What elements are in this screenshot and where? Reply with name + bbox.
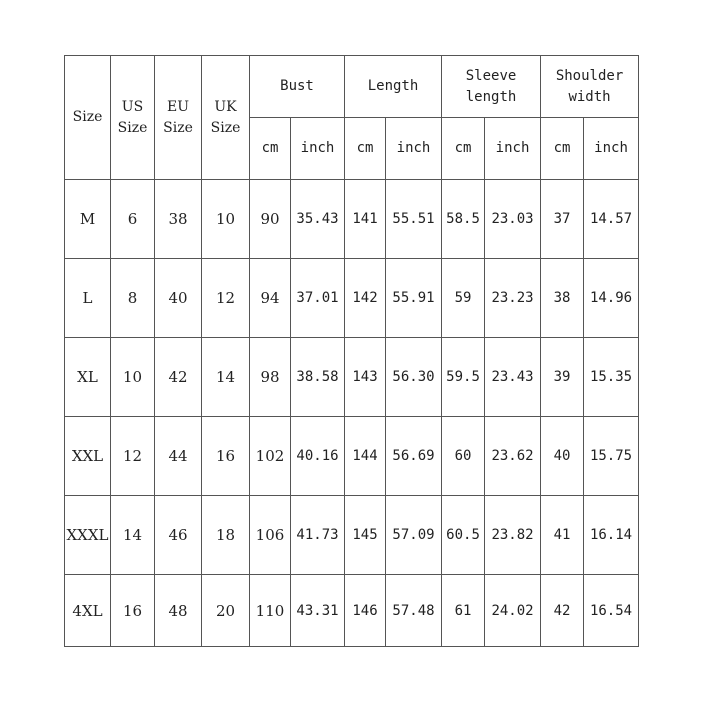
cell-length-inch: 56.30	[386, 338, 442, 417]
cell-sleeve-inch: 23.82	[485, 496, 541, 575]
cell-eu-size: 40	[155, 259, 202, 338]
cell-eu-size: 42	[155, 338, 202, 417]
header-uk-size-line2: Size	[210, 119, 241, 136]
unit-sleeve-cm: cm	[442, 118, 485, 180]
cell-size: XXL	[65, 417, 111, 496]
cell-length-cm: 143	[345, 338, 386, 417]
cell-length-inch: 57.09	[386, 496, 442, 575]
cell-uk-size: 18	[202, 496, 250, 575]
size-rows	[65, 180, 639, 647]
cell-size: L	[65, 259, 111, 338]
cell-sleeve-cm: 60	[442, 417, 485, 496]
header-us-size	[111, 56, 155, 180]
cell-bust-cm: 102	[250, 417, 291, 496]
cell-size: XXXL	[65, 496, 111, 575]
cell-eu-size: 46	[155, 496, 202, 575]
cell-length-inch: 55.51	[386, 180, 442, 259]
table-row	[65, 259, 639, 338]
cell-sleeve-inch: 23.03	[485, 180, 541, 259]
cell-shoulder-cm: 38	[541, 259, 584, 338]
table-row	[65, 417, 639, 496]
header-sleeve-length-line1: Sleeve	[465, 67, 517, 84]
cell-length-inch: 56.69	[386, 417, 442, 496]
cell-sleeve-cm: 58.5	[442, 180, 485, 259]
table-row	[65, 496, 639, 575]
cell-bust-cm: 90	[250, 180, 291, 259]
cell-bust-inch: 37.01	[291, 259, 345, 338]
cell-shoulder-inch: 14.57	[584, 180, 639, 259]
table-row	[65, 180, 639, 259]
cell-uk-size: 14	[202, 338, 250, 417]
cell-uk-size: 12	[202, 259, 250, 338]
cell-bust-cm: 94	[250, 259, 291, 338]
cell-sleeve-cm: 59	[442, 259, 485, 338]
cell-us-size: 10	[111, 338, 155, 417]
cell-shoulder-cm: 39	[541, 338, 584, 417]
unit-bust-cm: cm	[250, 118, 291, 180]
cell-sleeve-inch: 23.23	[485, 259, 541, 338]
cell-size: M	[65, 180, 111, 259]
cell-bust-inch: 41.73	[291, 496, 345, 575]
unit-sleeve-inch: inch	[485, 118, 541, 180]
header-shoulder-width-line2: width	[568, 88, 611, 105]
cell-eu-size: 44	[155, 417, 202, 496]
unit-shoulder-cm: cm	[541, 118, 584, 180]
header-uk-size-line1: UK	[214, 98, 237, 115]
cell-size: 4XL	[65, 575, 111, 647]
cell-shoulder-cm: 40	[541, 417, 584, 496]
cell-bust-cm: 106	[250, 496, 291, 575]
cell-length-cm: 145	[345, 496, 386, 575]
cell-bust-cm: 98	[250, 338, 291, 417]
header-eu-size-line2: Size	[163, 119, 193, 136]
unit-length-cm: cm	[345, 118, 386, 180]
cell-sleeve-inch: 23.43	[485, 338, 541, 417]
cell-shoulder-inch: 15.75	[584, 417, 639, 496]
cell-sleeve-cm: 61	[442, 575, 485, 647]
cell-sleeve-inch: 23.62	[485, 417, 541, 496]
cell-shoulder-cm: 42	[541, 575, 584, 647]
cell-shoulder-inch: 15.35	[584, 338, 639, 417]
cell-shoulder-inch: 16.54	[584, 575, 639, 647]
size-chart-table	[64, 55, 639, 647]
cell-sleeve-cm: 59.5	[442, 338, 485, 417]
unit-shoulder-inch: inch	[584, 118, 639, 180]
cell-length-inch: 57.48	[386, 575, 442, 647]
unit-length-inch: inch	[386, 118, 442, 180]
cell-bust-inch: 43.31	[291, 575, 345, 647]
cell-eu-size: 38	[155, 180, 202, 259]
header-sleeve-length	[442, 56, 541, 118]
cell-us-size: 6	[111, 180, 155, 259]
cell-us-size: 12	[111, 417, 155, 496]
cell-length-inch: 55.91	[386, 259, 442, 338]
cell-sleeve-inch: 24.02	[485, 575, 541, 647]
header-row	[65, 56, 639, 118]
cell-sleeve-cm: 60.5	[442, 496, 485, 575]
cell-uk-size: 20	[202, 575, 250, 647]
cell-shoulder-cm: 37	[541, 180, 584, 259]
cell-shoulder-inch: 14.96	[584, 259, 639, 338]
header-us-size-line1: US	[121, 98, 144, 115]
header-eu-size	[155, 56, 202, 180]
cell-uk-size: 10	[202, 180, 250, 259]
cell-length-cm: 146	[345, 575, 386, 647]
unit-bust-inch: inch	[291, 118, 345, 180]
cell-bust-cm: 110	[250, 575, 291, 647]
cell-eu-size: 48	[155, 575, 202, 647]
cell-shoulder-inch: 16.14	[584, 496, 639, 575]
cell-bust-inch: 38.58	[291, 338, 345, 417]
header-bust: Bust	[250, 56, 345, 118]
cell-us-size: 16	[111, 575, 155, 647]
table-row	[65, 338, 639, 417]
cell-shoulder-cm: 41	[541, 496, 584, 575]
cell-length-cm: 141	[345, 180, 386, 259]
cell-size: XL	[65, 338, 111, 417]
cell-bust-inch: 35.43	[291, 180, 345, 259]
header-sleeve-length-line2: length	[465, 88, 517, 105]
header-size: Size	[65, 56, 111, 180]
header-length: Length	[345, 56, 442, 118]
header-shoulder-width-line1: Shoulder	[555, 67, 624, 84]
header-us-size-line2: Size	[117, 119, 148, 136]
cell-length-cm: 144	[345, 417, 386, 496]
cell-us-size: 14	[111, 496, 155, 575]
header-eu-size-line1: EU	[166, 98, 190, 115]
cell-us-size: 8	[111, 259, 155, 338]
cell-bust-inch: 40.16	[291, 417, 345, 496]
cell-length-cm: 142	[345, 259, 386, 338]
cell-uk-size: 16	[202, 417, 250, 496]
table-row	[65, 575, 639, 647]
header-uk-size	[202, 56, 250, 180]
header-shoulder-width	[541, 56, 639, 118]
